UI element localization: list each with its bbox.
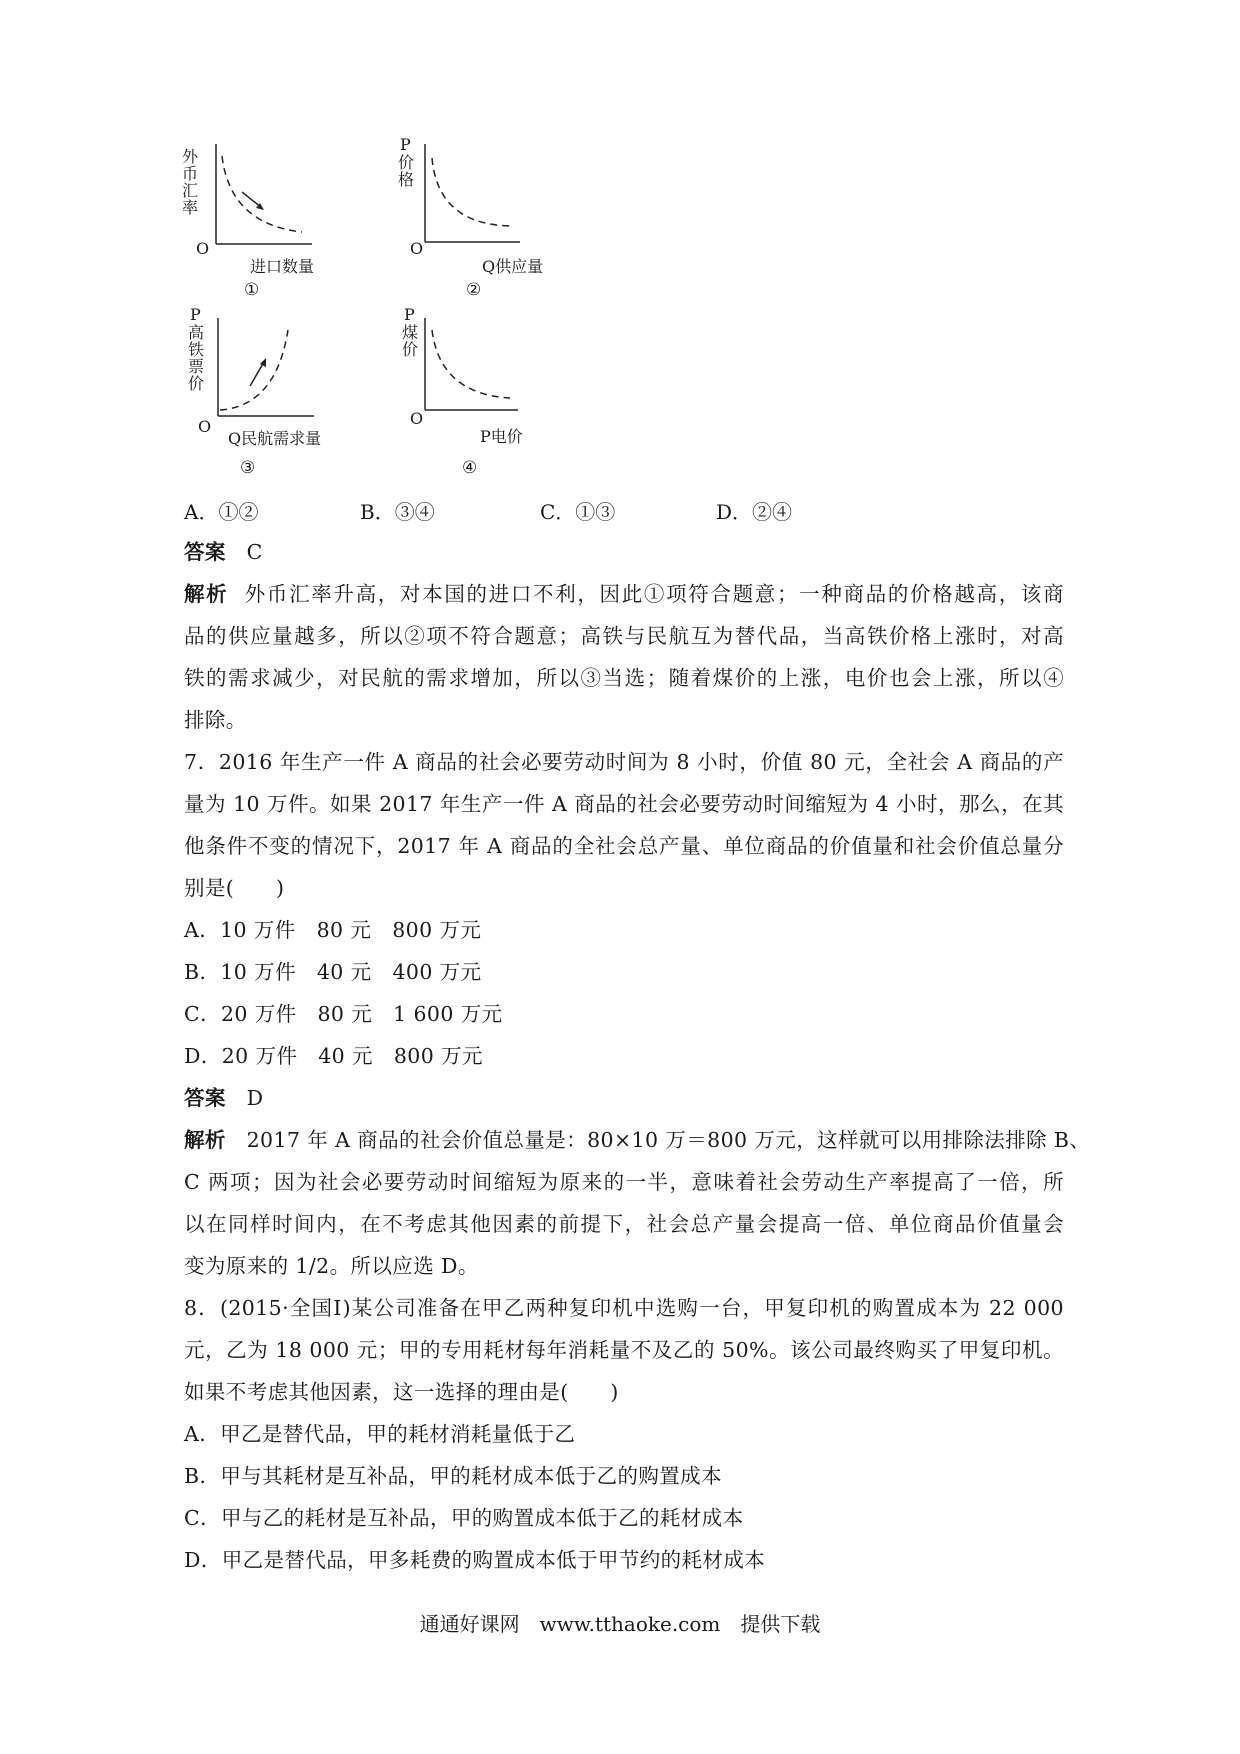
graph-4-x-label: P电价 [480, 427, 523, 446]
q8-option-d: D．甲乙是替代品，甲多耗费的购置成本低于甲节约的耗材成本 [184, 1548, 766, 1572]
graph-1-curve [222, 156, 302, 232]
q7-option-d: D．20 万件 40 元 800 万元 [184, 1044, 483, 1068]
graph-4-y-label-p: P [404, 305, 415, 324]
graph-4-plot [398, 310, 578, 430]
graph-1-number: ① [244, 280, 260, 300]
graph-3-curve [220, 330, 288, 410]
page-footer: 通通好课网 www.tthaoke.com 提供下载 [419, 1612, 821, 1636]
q6-analysis-line-3: 铁的需求减少，对民航的需求增加，所以③当选；随着煤价的上涨，电价也会上涨，所以④ [184, 666, 1064, 690]
q7-answer-value: D [246, 1086, 264, 1110]
graph-1-y-label: 外币汇率 [181, 147, 198, 217]
q7-analysis-line-1: 解析 2017 年 A 商品的社会价值总量是：80×10 万＝800 万元，这样就可以用排除法排除 B、 [184, 1128, 1091, 1152]
graph-1-plot [184, 140, 364, 250]
q7-option-c: C．20 万件 80 元 1 600 万元 [184, 1002, 503, 1026]
q7-option-a: A．10 万件 80 元 800 万元 [184, 918, 482, 942]
graph-2-y-label-p: P [400, 135, 411, 154]
q8-option-b: B．甲与其耗材是互补品，甲的耗材成本低于乙的购置成本 [184, 1464, 722, 1488]
q7-stem-line-2: 量为 10 万件。如果 2017 年生产一件 A 商品的社会必要劳动时间缩短为 4 小时，那么，在其 [184, 792, 1064, 816]
q6-answer-label: 答案 [184, 540, 226, 564]
graph-2-x-label: Q供应量 [482, 257, 544, 276]
q6-analysis-line-2: 品的供应量越多，所以②项不符合题意；高铁与民航互为替代品，当高铁价格上涨时，对高 [184, 624, 1064, 648]
q6-answer-value: C [246, 540, 263, 564]
graph-3-y-label-p: P [190, 305, 201, 324]
q7-option-b: B．10 万件 40 元 400 万元 [184, 960, 482, 984]
q8-stem-line-1: 8．(2015·全国Ⅰ)某公司准备在甲乙两种复印机中选购一台，甲复印机的购置成本为 22 000 [184, 1296, 1064, 1320]
graph-4 [398, 305, 578, 480]
graph-2-number: ② [466, 280, 482, 300]
graph-1-origin: O [196, 239, 210, 258]
q7-stem-line-1: 7．2016 年生产一件 A 商品的社会必要劳动时间为 8 小时，价值 80 元，全社会 A 商品的产 [184, 750, 1064, 774]
graph-2-plot [398, 140, 578, 250]
q6-options [184, 496, 1064, 526]
graph-4-y-label: 煤价 [401, 323, 418, 359]
q8-option-a: A．甲乙是替代品，甲的耗材消耗量低于乙 [184, 1422, 576, 1446]
q7-analysis-line-4: 变为原来的 1/2。所以应选 D。 [184, 1254, 479, 1278]
graph-3-arrow [250, 362, 264, 386]
graph-3-y-label: 高铁票价 [187, 323, 204, 393]
q6-analysis-label: 解析 [184, 582, 229, 606]
q7-stem-line-3: 他条件不变的情况下，2017 年 A 商品的全社会总产量、单位商品的价值量和社会价值总量分 [184, 834, 1064, 858]
q8-option-c: C．甲与乙的耗材是互补品，甲的购置成本低于乙的耗材成本 [184, 1506, 744, 1530]
graph-4-origin: O [410, 409, 424, 428]
q8-stem-line-2: 元，乙为 18 000 元；甲的专用耗材每年消耗量不及乙的 50%。该公司最终购买了甲复印机。 [184, 1338, 1064, 1362]
graph-3-number: ③ [240, 458, 256, 478]
q6-answer [184, 538, 1064, 566]
q6-option-a: A．①② [184, 500, 259, 524]
graph-3-origin: O [198, 417, 212, 436]
q8-stem-line-3: 如果不考虑其他因素，这一选择的理由是( ) [184, 1380, 619, 1404]
graph-2-y-label: 价格 [397, 153, 414, 189]
graph-3 [184, 305, 364, 480]
graph-2-curve [432, 158, 514, 226]
q7-analysis-line-2: C 两项；因为社会必要劳动时间缩短为原来的一半，意味着社会劳动生产率提高了一倍，所 [184, 1170, 1064, 1194]
graph-2-origin: O [410, 239, 424, 258]
q6-option-b: B．③④ [360, 500, 435, 524]
graph-2 [397, 135, 578, 300]
q7-stem-line-4: 别是( ) [184, 876, 285, 900]
graph-4-curve [432, 330, 510, 398]
graph-3-arrowhead [260, 358, 266, 367]
q6-option-c: C．①③ [540, 500, 616, 524]
graph-1 [181, 140, 364, 300]
q7-analysis-label: 解析 [184, 1128, 226, 1152]
q6-analysis-line-1: 解析 外币汇率升高，对本国的进口不利，因此①项符合题意；一种商品的价格越高，该商 [184, 582, 1064, 606]
q7-analysis-line-3: 以在同样时间内，在不考虑其他因素的前提下，社会总产量会提高一倍、单位商品价值量会 [184, 1212, 1064, 1236]
q6-option-d: D．②④ [716, 500, 793, 524]
graph-3-plot [184, 310, 364, 430]
q6-analysis-line-4: 排除。 [184, 708, 247, 732]
q7-answer [184, 1084, 1064, 1112]
graph-3-x-label: Q民航需求量 [228, 429, 322, 448]
graph-4-number: ④ [462, 458, 478, 478]
q7-answer-label: 答案 [184, 1086, 226, 1110]
graph-1-x-label: 进口数量 [250, 257, 315, 276]
